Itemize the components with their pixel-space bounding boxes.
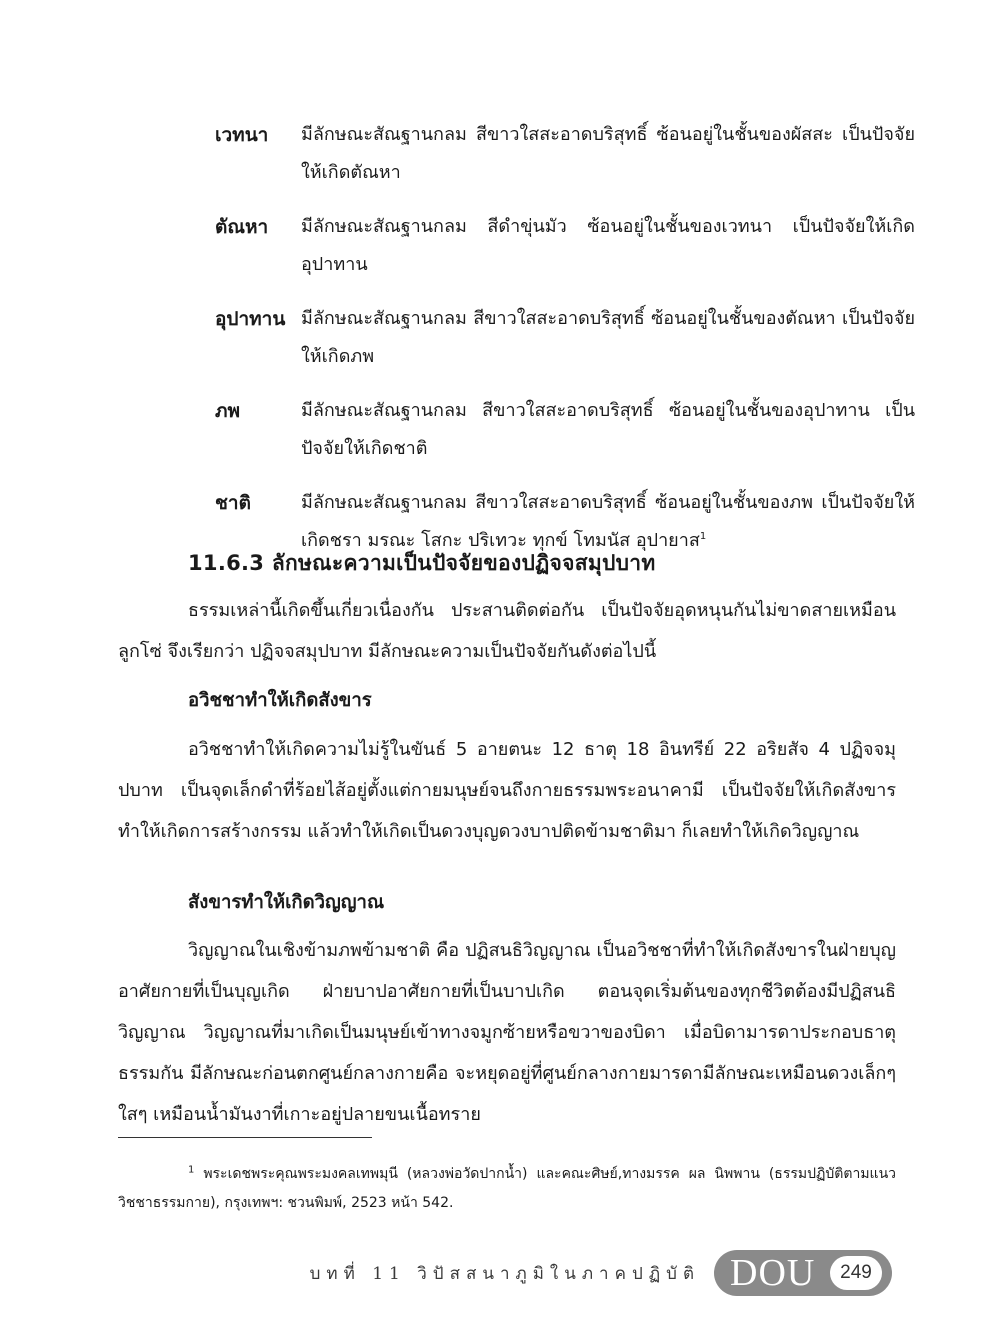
footer-badge [714,1250,892,1296]
definition-term: ตัณหา [215,216,269,238]
subsection-paragraph: อวิชชาทำให้เกิดความไม่รู้ในขันธ์ 5 อายตนะ 12 ธาตุ 18 อินทรีย์ 22 อริยสัจ 4 ปฏิจจมุปบาท เป็นจุดเล็กดำที่ร้อยไส้อยู่ตั้งแต่กายมนุษย์จนถึงกายธรรมพระอนาคามี เป็นปัจจัยให้เกิดสังขารทำให้เกิดการสร้างกรรม แล้วทำให้เกิดเป็นดวงบุญดวงบาปติดข้ามชาติมา ก็เลยทำให้เกิดวิญญาณ [118,739,896,842]
definition-term: ภพ [215,400,241,422]
footnote-text: พระเดชพระคุณพระมงคลเทพมุนี (หลวงพ่อวัดปากน้ำ) และคณะศิษย์,ทางมรรค ผล นิพพาน (ธรรมปฏิบัติตามแนววิชชาธรรมกาย), กรุงเทพฯ: ชวนพิมพ์, 2523 หน้า 542. [118,1166,896,1211]
definition-description: มีลักษณะสัณฐานกลม สีดำขุ่นมัว ซ้อนอยู่ในชั้นของเวทนา เป็นปัจจัยให้เกิดอุปาทาน [301,216,915,275]
subsection-heading: อวิชชาทำให้เกิดสังขาร [188,690,372,711]
definition-item [215,208,915,284]
definition-item [215,116,915,192]
definition-list [215,116,915,576]
intro-paragraph: ธรรมเหล่านี้เกิดขึ้นเกี่ยวเนื่องกัน ประสานติดต่อกัน เป็นปัจจัยอุดหนุนกันไม่ขาดสายเหมือนลูกโซ่ จึงเรียกว่า ปฏิจจสมุปบาท มีลักษณะความเป็นปัจจัยกันดังต่อไปนี้ [118,600,896,662]
definition-item [215,392,915,468]
page-number: 249 [830,1256,882,1290]
footnote [118,1160,896,1218]
footnote-divider [118,1137,372,1138]
definition-item [215,300,915,376]
definition-term: เวทนา [215,124,269,146]
subsection-paragraph: วิญญาณในเชิงข้ามภพข้ามชาติ คือ ปฏิสนธิวิญญาณ เป็นอวิชชาที่ทำให้เกิดสังขารในฝ่ายบุญอาศัยกายที่เป็นบุญเกิด ฝ่ายบาปอาศัยกายที่เป็นบาปเกิด ตอนจุดเริ่มต้นของทุกชีวิตต้องมีปฏิสนธิวิญญาณ วิญญาณที่มาเกิดเป็นมนุษย์เข้าทางจมูกซ้ายหรือขวาของบิดา เมื่อบิดามารดาประกอบธาตุธรรมกัน มีลักษณะก่อนตกศูนย์กลางกายคือ จะหยุดอยู่ที่ศูนย์กลางกายมารดามีลักษณะเหมือนดวงเล็กๆ ใสๆ เหมือนน้ำมันงาที่เกาะอยู่ปลายขนเนื้อทราย [118,940,896,1125]
definition-term: ชาติ [215,492,251,514]
page-footer [0,1248,1000,1298]
definition-description: มีลักษณะสัณฐานกลม สีขาวใสสะอาดบริสุทธิ์ ซ้อนอยู่ในชั้นของตัณหา เป็นปัจจัยให้เกิดภพ [301,308,915,367]
definition-description-text: มีลักษณะสัณฐานกลม สีขาวใสสะอาดบริสุทธิ์ ซ้อนอยู่ในชั้นของภพ เป็นปัจจัยให้เกิดชรา มรณะ โสกะ ปริเทวะ ทุกข์ โทมนัส อุปายาส [301,492,915,551]
chapter-title: บทที่ 11 วิปัสสนาภูมิในภาคปฏิบัติ [309,1264,700,1284]
section-heading: 11.6.3 ลักษณะความเป็นปัจจัยของปฏิจจสมุปบาท [188,551,656,575]
definition-description: มีลักษณะสัณฐานกลม สีขาวใสสะอาดบริสุทธิ์ ซ้อนอยู่ในชั้นของอุปาทาน เป็นปัจจัยให้เกิดชาติ [301,400,915,459]
dou-logo: DOU [730,1252,816,1294]
footnote-number: 1 [188,1164,195,1176]
definition-term: อุปาทาน [215,308,286,330]
footnote-reference[interactable]: 1 [699,531,707,542]
definition-description: มีลักษณะสัณฐานกลม สีขาวใสสะอาดบริสุทธิ์ ซ้อนอยู่ในชั้นของผัสสะ เป็นปัจจัยให้เกิดตัณหา [301,124,915,183]
subsection-heading: สังขารทำให้เกิดวิญญาณ [188,892,385,913]
